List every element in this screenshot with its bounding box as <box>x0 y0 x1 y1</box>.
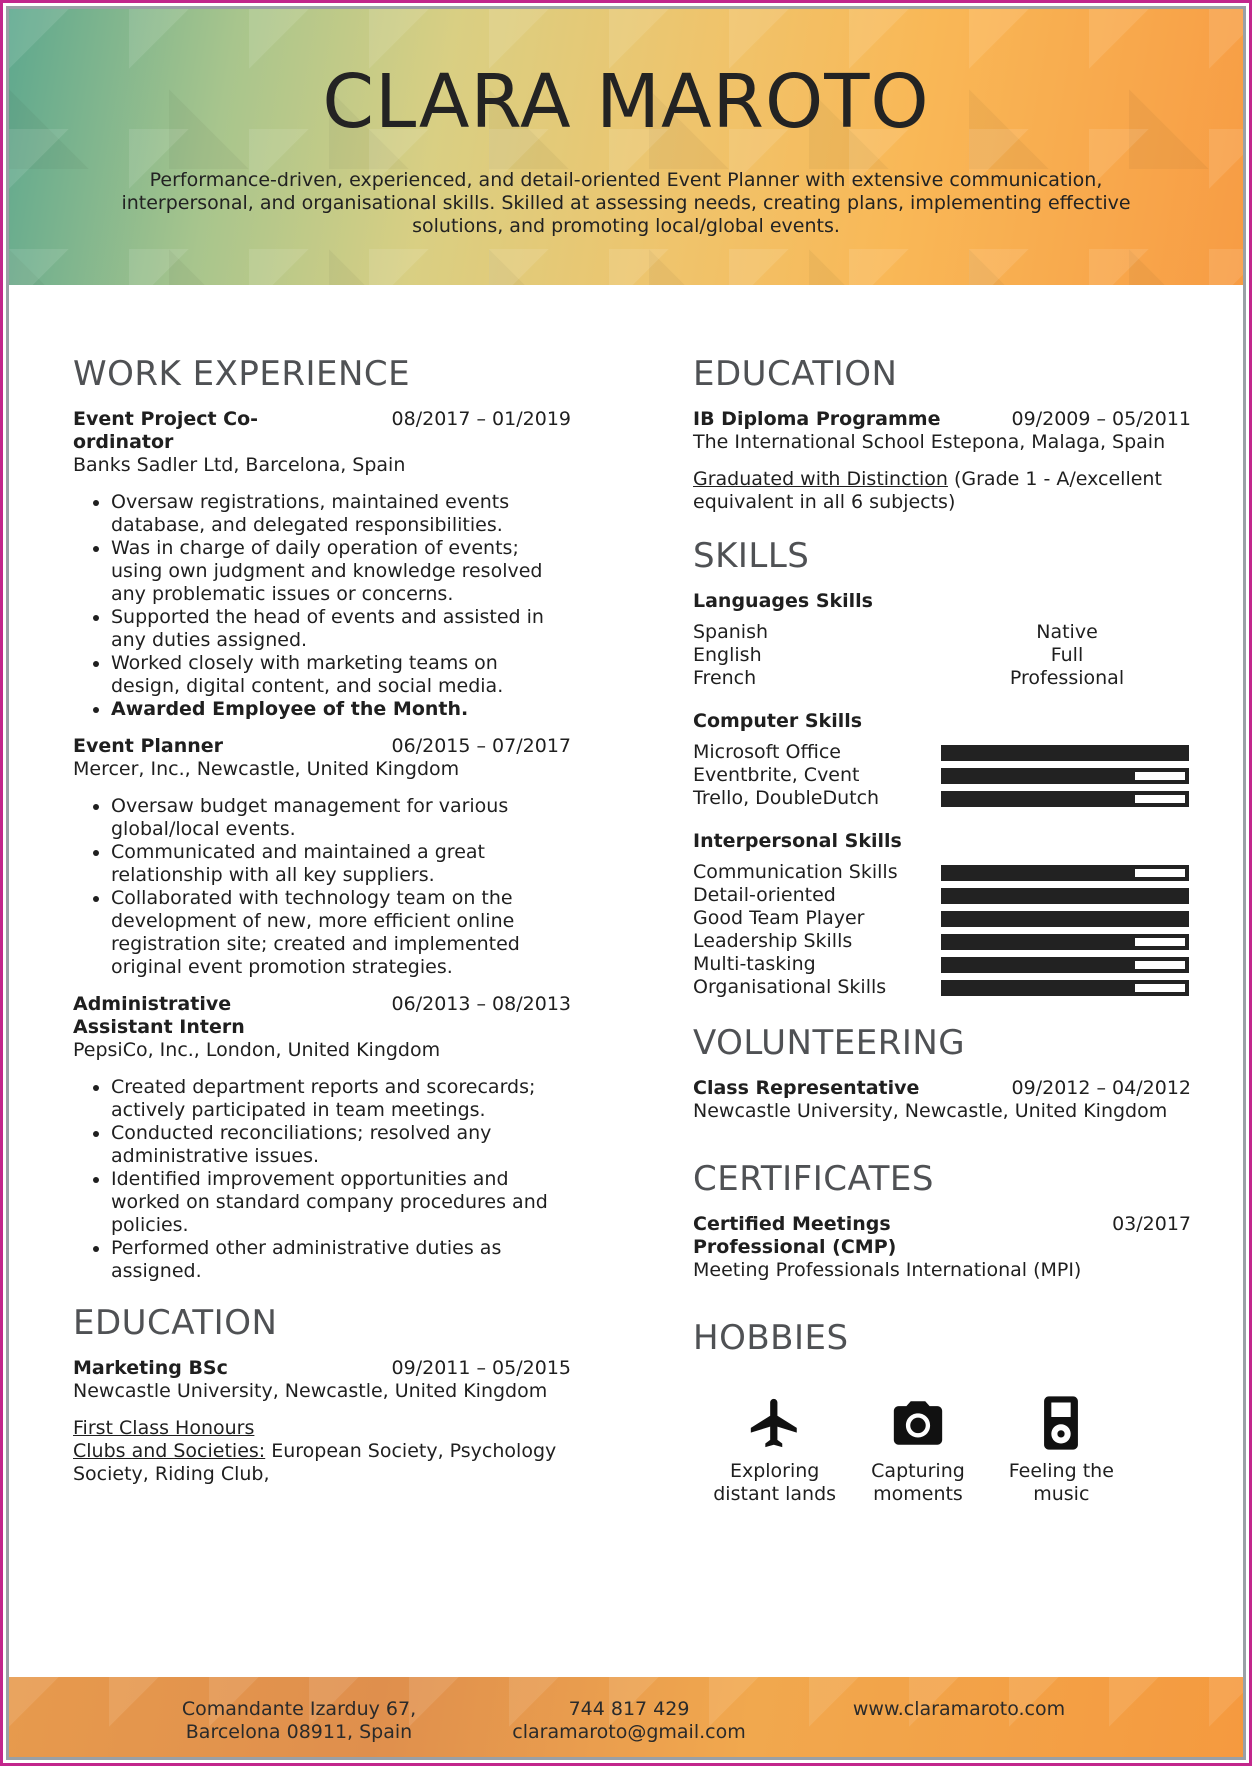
skill-row <box>693 741 1191 764</box>
language-name: French <box>693 667 757 689</box>
right-column <box>693 354 1191 1506</box>
language-row <box>693 644 1191 667</box>
job-bullet: • Created department reports and scorecards; actively participated in team meetings. <box>111 1076 571 1122</box>
skill-row <box>693 953 1191 976</box>
skill-bar <box>941 934 1189 950</box>
language-level: Full <box>1050 644 1084 666</box>
skill-bar <box>941 957 1189 973</box>
resume-page <box>6 6 1246 1760</box>
skill-row <box>693 976 1191 999</box>
language-row <box>693 667 1191 690</box>
languages-skills-label: Languages Skills <box>693 590 873 612</box>
clubs-label: Clubs and Societies: <box>73 1440 266 1462</box>
contact-footer <box>9 1677 1243 1760</box>
skill-row <box>693 787 1191 810</box>
computer-skills-label: Computer Skills <box>693 710 863 732</box>
skill-bar <box>941 791 1189 807</box>
job-company: Banks Sadler Ltd, Barcelona, Spain <box>73 454 406 476</box>
interpersonal-skills-label: Interpersonal Skills <box>693 830 902 852</box>
job-bullet: • Oversaw registrations, maintained events database, and delegated responsibilities. <box>111 491 571 537</box>
left-column <box>73 354 571 1486</box>
skill-row <box>693 884 1191 907</box>
job-title: Administrative Assistant Intern <box>73 993 245 1038</box>
job-title: Event Planner <box>73 735 224 757</box>
skill-bar-gap <box>1135 772 1185 780</box>
distinction-note: (Grade 1 - A/excellent equivalent in all 6 subjects) <box>693 468 1162 513</box>
job-bullets <box>73 1076 571 1283</box>
school-name: The International School Estepona, Malaga, Spain <box>693 431 1166 453</box>
profile-summary: Performance-driven, experienced, and detail-oriented Event Planner with extensive communication, interpersonal, and organisational skills. Skilled at assessing needs, creating plans, implementing effective solutions, and promoting local/global events. <box>121 169 1131 237</box>
skill-name: Multi-tasking <box>693 953 816 975</box>
skill-bar <box>941 768 1189 784</box>
language-name: English <box>693 644 762 666</box>
skill-row <box>693 907 1191 930</box>
job-bullet: • Collaborated with technology team on the development of new, more efficient online registration site; created and implemented original event promotion strategies. <box>111 887 571 979</box>
hobby-item <box>991 1394 1131 1506</box>
hobby-item <box>848 1394 988 1506</box>
interpersonal-skills-list <box>693 861 1191 999</box>
job-bullet: • Worked closely with marketing teams on design, digital content, and social media. <box>111 652 571 698</box>
job-bullet: • Conducted reconciliations; resolved any administrative issues. <box>111 1122 571 1168</box>
address-line: Barcelona 08911, Spain <box>185 1721 413 1743</box>
job-entry <box>73 735 571 979</box>
language-level: Professional <box>1009 667 1125 689</box>
language-row <box>693 621 1191 644</box>
hobby-label: Feeling the music <box>1008 1460 1114 1505</box>
airplane-icon <box>746 1394 804 1452</box>
work-experience-heading: WORK EXPERIENCE <box>73 354 411 394</box>
skill-bar <box>941 888 1189 904</box>
certificate-issuer: Meeting Professionals International (MPI) <box>693 1259 1082 1281</box>
degree-title: Marketing BSc <box>73 1357 228 1379</box>
job-company: PepsiCo, Inc., London, United Kingdom <box>73 1039 441 1061</box>
candidate-name: CLARA MAROTO <box>322 59 930 145</box>
hobbies-list <box>703 1394 1133 1506</box>
skill-bar <box>941 980 1189 996</box>
phone[interactable]: 744 817 429 <box>568 1698 690 1720</box>
skill-name: Good Team Player <box>693 907 865 929</box>
education-heading: EDUCATION <box>73 1303 278 1343</box>
volunteering-heading: VOLUNTEERING <box>693 1023 966 1063</box>
skill-row <box>693 861 1191 884</box>
job-bullet: • Identified improvement opportunities and worked on standard company procedures and policies. <box>111 1168 571 1237</box>
address-line: Comandante Izarduy 67, <box>181 1698 417 1720</box>
computer-skills-list <box>693 741 1191 810</box>
website-link[interactable]: www.claramaroto.com <box>852 1698 1066 1720</box>
skill-name: Trello, DoubleDutch <box>693 787 880 809</box>
skill-bar-gap <box>1135 869 1185 877</box>
header-banner <box>9 9 1243 285</box>
hobbies-heading: HOBBIES <box>693 1318 849 1358</box>
skill-row <box>693 930 1191 953</box>
skills-heading: SKILLS <box>693 536 810 576</box>
education-heading: EDUCATION <box>693 354 898 394</box>
job-company: Mercer, Inc., Newcastle, United Kingdom <box>73 758 460 780</box>
website-block <box>809 1698 1109 1721</box>
job-bullet: • Communicated and maintained a great relationship with all key suppliers. <box>111 841 571 887</box>
skill-bar <box>941 865 1189 881</box>
job-bullets <box>73 795 571 979</box>
distinction: Graduated with Distinction <box>693 468 948 490</box>
language-level: Native <box>1036 621 1098 643</box>
skill-bar-gap <box>1135 961 1185 969</box>
education-dates: 09/2011 – 05/2015 <box>391 1357 571 1379</box>
job-bullet: • Performed other administrative duties as assigned. <box>111 1237 571 1283</box>
skill-bar <box>941 745 1189 761</box>
honours: First Class Honours <box>73 1417 255 1439</box>
phone-email <box>479 1698 779 1744</box>
school-name: Newcastle University, Newcastle, United Kingdom <box>73 1380 548 1402</box>
skill-name: Microsoft Office <box>693 741 841 763</box>
job-entry <box>73 408 571 721</box>
job-bullets <box>73 491 571 721</box>
volunteering-entry <box>693 1077 1191 1123</box>
hobby-label: Capturing moments <box>871 1460 965 1505</box>
job-bullet: • Was in charge of daily operation of events; using own judgment and knowledge resolved any problematic issues or concerns. <box>111 537 571 606</box>
skill-bar-gap <box>1135 795 1185 803</box>
job-dates: 06/2013 – 08/2013 <box>391 993 571 1015</box>
languages-list <box>693 621 1191 690</box>
education-entry <box>693 408 1191 514</box>
skill-bar-gap <box>1135 938 1185 946</box>
skill-name: Organisational Skills <box>693 976 887 998</box>
skill-bar <box>941 911 1189 927</box>
volunteer-place: Newcastle University, Newcastle, United Kingdom <box>693 1100 1168 1122</box>
skill-name: Communication Skills <box>693 861 898 883</box>
camera-icon <box>889 1394 947 1452</box>
hobby-item <box>705 1394 845 1506</box>
skill-row <box>693 764 1191 787</box>
job-bullet: • Supported the head of events and assisted in any duties assigned. <box>111 606 571 652</box>
volunteer-role: Class Representative <box>693 1077 920 1099</box>
skill-bar-gap <box>1135 984 1185 992</box>
music-player-icon <box>1032 1394 1090 1452</box>
skill-name: Leadership Skills <box>693 930 853 952</box>
education-entry <box>73 1357 571 1486</box>
clubs-list: European Society, Psychology Society, Riding Club, <box>73 1440 557 1485</box>
certificates-heading: CERTIFICATES <box>693 1159 934 1199</box>
certificate-name: Certified Meetings Professional (CMP) <box>693 1213 897 1258</box>
job-dates: 06/2015 – 07/2017 <box>391 735 571 757</box>
job-bullet-award: • Awarded Employee of the Month. <box>111 698 571 721</box>
certificate-date: 03/2017 <box>1112 1213 1191 1235</box>
certificate-entry <box>693 1213 1191 1282</box>
skill-name: Detail-oriented <box>693 884 836 906</box>
hobby-label: Exploring distant lands <box>713 1460 837 1505</box>
address <box>149 1698 449 1744</box>
skill-name: Eventbrite, Cvent <box>693 764 860 786</box>
job-entry <box>73 993 571 1283</box>
volunteer-dates: 09/2012 – 04/2012 <box>1011 1077 1191 1099</box>
job-title: Event Project Co-ordinator <box>73 408 259 453</box>
job-bullet: • Oversaw budget management for various global/local events. <box>111 795 571 841</box>
email[interactable]: claramaroto@gmail.com <box>512 1721 746 1743</box>
education-dates: 09/2009 – 05/2011 <box>1011 408 1191 430</box>
degree-title: IB Diploma Programme <box>693 408 941 430</box>
job-dates: 08/2017 – 01/2019 <box>391 408 571 430</box>
language-name: Spanish <box>693 621 769 643</box>
